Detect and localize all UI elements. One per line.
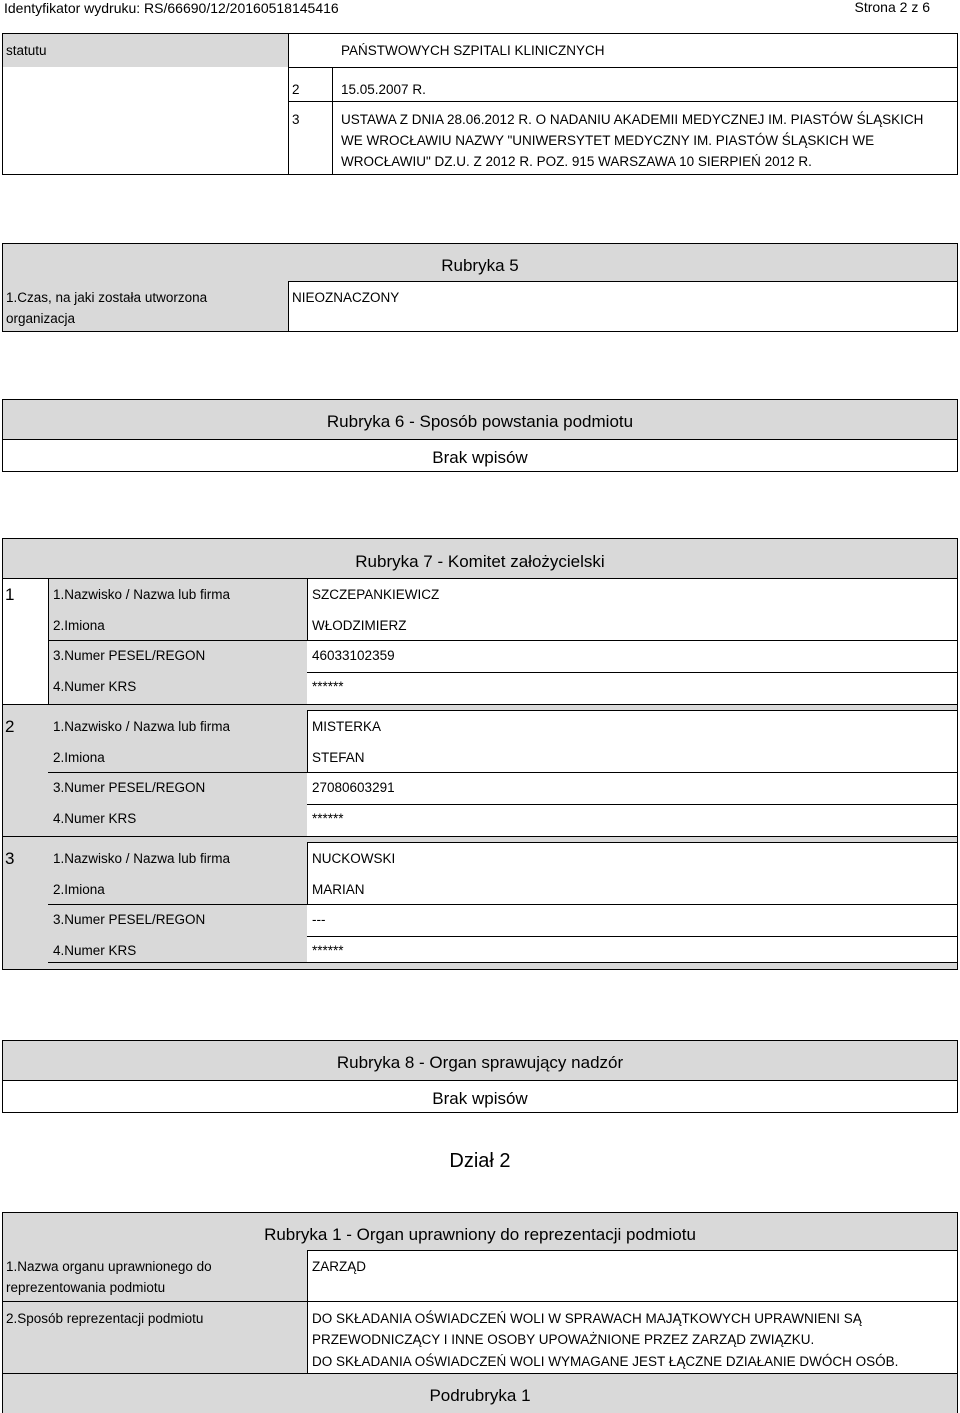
sposob-line-2: PRZEWODNICZĄCY I INNE OSOBY UPOWAŻNIONE PRZEZ ZARZĄD ZWIĄZKU. [312,1332,815,1347]
names-label: 2.Imiona [53,882,105,897]
row-number: 3 [292,112,300,127]
act-line-3: WROCŁAWIU" DZ.U. Z 2012 R. POZ. 915 WARSZAWA 10 SIERPIEŃ 2012 R. [341,154,812,169]
names-value: STEFAN [312,750,365,765]
act-line-2: WE WROCŁAWIU NAZWY "UNIWERSYTET MEDYCZNY IM. PIASTÓW ŚLĄSKICH WE [341,133,875,148]
founder-number: 3 [5,849,15,868]
print-identifier: Identyfikator wydruku: RS/66690/12/20160518145416 [4,0,339,16]
pesel-label: 3.Numer PESEL/REGON [53,780,206,795]
pesel-value: --- [312,912,326,927]
czas-value: NIEOZNACZONY [292,290,400,305]
podrubryka-title: Podrubryka 1 [429,1386,531,1405]
surname-value: SZCZEPANKIEWICZ [312,587,440,602]
row-number: 2 [292,82,300,97]
surname-label: 1.Nazwisko / Nazwa lub firma [53,851,231,866]
pesel-label: 3.Numer PESEL/REGON [53,648,206,663]
statutu-label: statutu [6,43,47,58]
names-value: MARIAN [312,882,365,897]
organ-label-line-2: reprezentowania podmiotu [6,1280,166,1295]
names-value: WŁODZIMIERZ [312,618,407,633]
krs-value: ****** [312,811,344,826]
rubryka-6-title: Rubryka 6 - Sposób powstania podmiotu [326,412,634,431]
surname-label: 1.Nazwisko / Nazwa lub firma [53,587,231,602]
sposob-line-1: DO SKŁADANIA OŚWIADCZEŃ WOLI W SPRAWACH MAJĄTKOWYCH UPRAWNIENI SĄ [312,1311,862,1326]
founder-number: 2 [5,717,15,736]
founder-number: 1 [5,585,15,604]
surname-value: MISTERKA [312,719,382,734]
czas-label-line-2: organizacja [6,311,76,326]
organ-value: ZARZĄD [312,1259,366,1274]
row-date: 15.05.2007 R. [341,82,426,97]
names-label: 2.Imiona [53,618,105,633]
section-title: Dział 2 [449,1150,511,1172]
rubryka-6-empty: Brak wpisów [432,448,528,467]
surname-value: NUCKOWSKI [312,851,396,866]
organ-label-line-1: 1.Nazwa organu uprawnionego do [6,1259,212,1274]
rubryka-8-empty: Brak wpisów [432,1089,528,1108]
rubryka-5-title: Rubryka 5 [441,256,519,275]
sposob-line-3: DO SKŁADANIA OŚWIADCZEŃ WOLI WYMAGANE JEST ŁĄCZNE DZIAŁANIE DWÓCH OSÓB. [312,1354,899,1369]
rubryka-8-title: Rubryka 8 - Organ sprawujący nadzór [336,1053,624,1072]
pesel-label: 3.Numer PESEL/REGON [53,912,206,927]
act-line-1: USTAWA Z DNIA 28.06.2012 R. O NADANIU AKADEMII MEDYCZNEJ IM. PIASTÓW ŚLĄSKICH [341,112,924,127]
statutu-value: PAŃSTWOWYCH SZPITALI KLINICZNYCH [341,43,605,58]
rubryka-1-title: Rubryka 1 - Organ uprawniony do reprezentacji podmiotu [264,1225,696,1244]
surname-label: 1.Nazwisko / Nazwa lub firma [53,719,231,734]
pesel-value: 27080603291 [312,780,395,795]
sposob-label: 2.Sposób reprezentacji podmiotu [6,1311,204,1326]
rubryka-7-title: Rubryka 7 - Komitet założycielski [355,552,605,571]
page-number: Strona 2 z 6 [854,0,930,15]
krs-label: 4.Numer KRS [53,679,137,694]
krs-label: 4.Numer KRS [53,811,137,826]
names-label: 2.Imiona [53,750,105,765]
krs-label: 4.Numer KRS [53,943,137,958]
krs-value: ****** [312,943,344,958]
pesel-value: 46033102359 [312,648,395,663]
czas-label-line-1: 1.Czas, na jaki została utworzona [6,290,208,305]
krs-value: ****** [312,679,344,694]
